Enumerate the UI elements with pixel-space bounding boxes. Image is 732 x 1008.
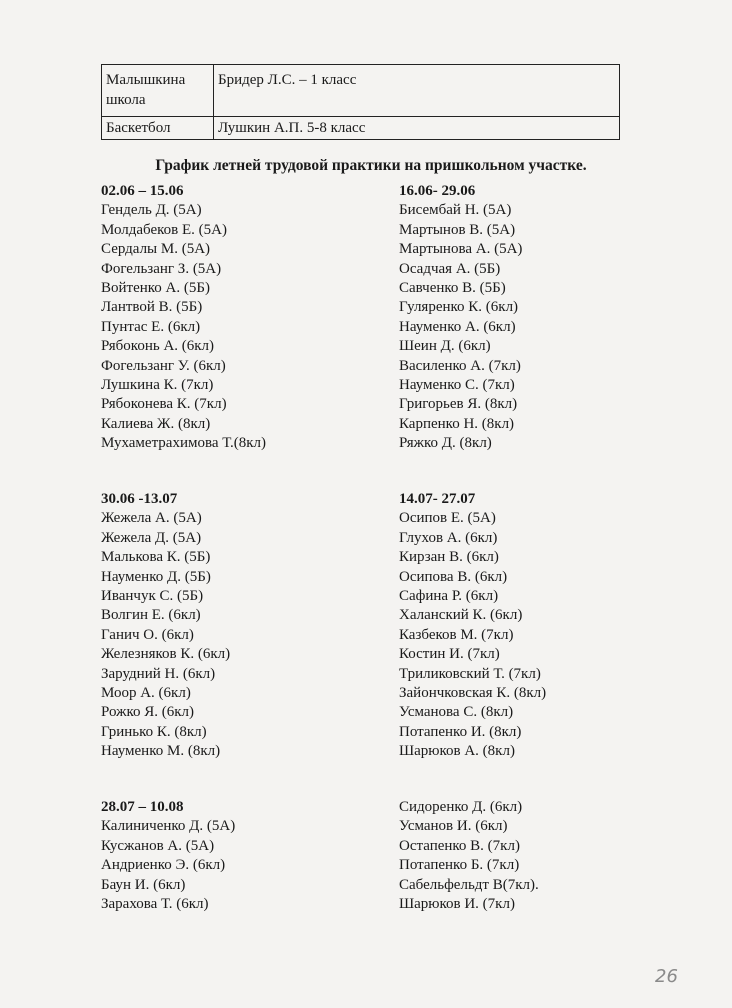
student-name: Пунтас Е. (6кл) xyxy=(101,318,201,335)
student-name: Баун И. (6кл) xyxy=(101,876,186,893)
schedule-block-6 xyxy=(399,798,539,914)
date-range: 28.07 – 10.08 xyxy=(101,799,184,815)
student-name: Лантвой В. (5Б) xyxy=(101,299,203,316)
student-name: Науменко М. (8кл) xyxy=(101,743,221,760)
student-name: Науменко А. (6кл) xyxy=(399,318,516,335)
student-name: Глухов А. (6кл) xyxy=(399,529,498,546)
student-name: Ряжко Д. (8кл) xyxy=(399,435,492,452)
student-name: Рябоконева К. (7кл) xyxy=(101,396,227,413)
student-name: Потапенко Б. (7кл) xyxy=(399,857,520,874)
table-row xyxy=(102,65,620,117)
student-name: Калиниченко Д. (5А) xyxy=(101,818,236,835)
student-name: Сабельфельдт В(7кл). xyxy=(399,876,539,893)
student-name: Осипов Е. (5А) xyxy=(399,510,496,527)
table-row xyxy=(102,117,620,140)
student-name: Осадчая А. (5Б) xyxy=(399,260,501,277)
date-range: 02.06 – 15.06 xyxy=(101,183,184,199)
student-name: Остапенко В. (7кл) xyxy=(399,837,520,854)
date-range: 30.06 -13.07 xyxy=(101,491,178,507)
activities-table xyxy=(101,64,620,140)
student-name: Бисембай Н. (5А) xyxy=(399,202,512,219)
schedule-block-1 xyxy=(101,182,266,454)
student-name: Сафина Р. (6кл) xyxy=(399,588,499,605)
student-name: Сердалы М. (5А) xyxy=(101,241,211,258)
student-name: Григорьев Я. (8кл) xyxy=(399,396,518,413)
student-name: Савченко В. (5Б) xyxy=(399,280,506,297)
student-name: Войтенко А. (5Б) xyxy=(101,280,210,297)
student-name: Фогельзанг З. (5А) xyxy=(101,260,222,277)
schedule-block-5 xyxy=(101,798,235,914)
student-name: Волгин Е. (6кл) xyxy=(101,607,201,624)
student-name: Рожко Я. (6кл) xyxy=(101,704,195,721)
student-name: Кирзан В. (6кл) xyxy=(399,549,499,566)
student-name: Гуляренко К. (6кл) xyxy=(399,299,519,316)
student-name: Потапенко И. (8кл) xyxy=(399,723,522,740)
student-name: Карпенко Н. (8кл) xyxy=(399,415,515,432)
student-name: Ганич О. (6кл) xyxy=(101,626,194,643)
table-cell-activity: Малышкина школа xyxy=(102,65,214,117)
student-name: Фогельзанг У. (6кл) xyxy=(101,357,226,374)
student-name: Науменко С. (7кл) xyxy=(399,377,515,394)
student-name: Жежела Д. (5А) xyxy=(101,529,202,546)
student-name: Костин И. (7кл) xyxy=(399,646,500,663)
student-name: Зарахова Т. (6кл) xyxy=(101,896,209,913)
table-cell-activity: Баскетбол xyxy=(102,117,214,140)
schedule-block-3 xyxy=(101,490,230,762)
student-name: Мартынов В. (5А) xyxy=(399,221,516,238)
student-name: Халанский К. (6кл) xyxy=(399,607,523,624)
student-name: Иванчук С. (5Б) xyxy=(101,588,204,605)
schedule-block-4 xyxy=(399,490,546,762)
student-name: Малькова К. (5Б) xyxy=(101,549,211,566)
student-name: Калиева Ж. (8кл) xyxy=(101,415,211,432)
schedule-block-2 xyxy=(399,182,522,454)
student-name: Зарудний Н. (6кл) xyxy=(101,665,216,682)
student-name: Кусжанов А. (5А) xyxy=(101,837,215,854)
student-name: Зайончковская К. (8кл) xyxy=(399,685,547,702)
student-name: Молдабеков Е. (5А) xyxy=(101,221,227,238)
page-number: 26 xyxy=(655,966,678,987)
date-range: 16.06- 29.06 xyxy=(399,183,476,199)
student-name: Гендель Д. (5А) xyxy=(101,202,202,219)
table-cell-teacher: Бридер Л.С. – 1 класс xyxy=(214,65,620,117)
table-cell-teacher: Лушкин А.П. 5-8 класс xyxy=(214,117,620,140)
student-name: Мухаметрахимова Т.(8кл) xyxy=(101,435,266,452)
student-name: Усманова С. (8кл) xyxy=(399,704,514,721)
schedule-heading: График летней трудовой практики на пришкольном участке. xyxy=(155,157,587,174)
student-name: Лушкина К. (7кл) xyxy=(101,377,214,394)
student-name: Триликовский Т. (7кл) xyxy=(399,665,541,682)
student-name: Шарюков А. (8кл) xyxy=(399,743,515,760)
student-name: Василенко А. (7кл) xyxy=(399,357,521,374)
student-name: Андриенко Э. (6кл) xyxy=(101,857,226,874)
student-name: Рябоконь А. (6кл) xyxy=(101,338,215,355)
student-name: Сидоренко Д. (6кл) xyxy=(399,799,523,815)
student-name: Науменко Д. (5Б) xyxy=(101,568,211,585)
student-name: Казбеков М. (7кл) xyxy=(399,626,514,643)
student-name: Шарюков И. (7кл) xyxy=(399,896,515,913)
student-name: Гринько К. (8кл) xyxy=(101,723,207,740)
student-name: Шеин Д. (6кл) xyxy=(399,338,491,355)
student-name: Осипова В. (6кл) xyxy=(399,568,508,585)
date-range: 14.07- 27.07 xyxy=(399,491,476,507)
student-name: Усманов И. (6кл) xyxy=(399,818,508,835)
student-name: Железняков К. (6кл) xyxy=(101,646,231,663)
student-name: Мартынова А. (5А) xyxy=(399,241,523,258)
student-name: Жежела А. (5А) xyxy=(101,510,202,527)
student-name: Моор А. (6кл) xyxy=(101,685,191,702)
